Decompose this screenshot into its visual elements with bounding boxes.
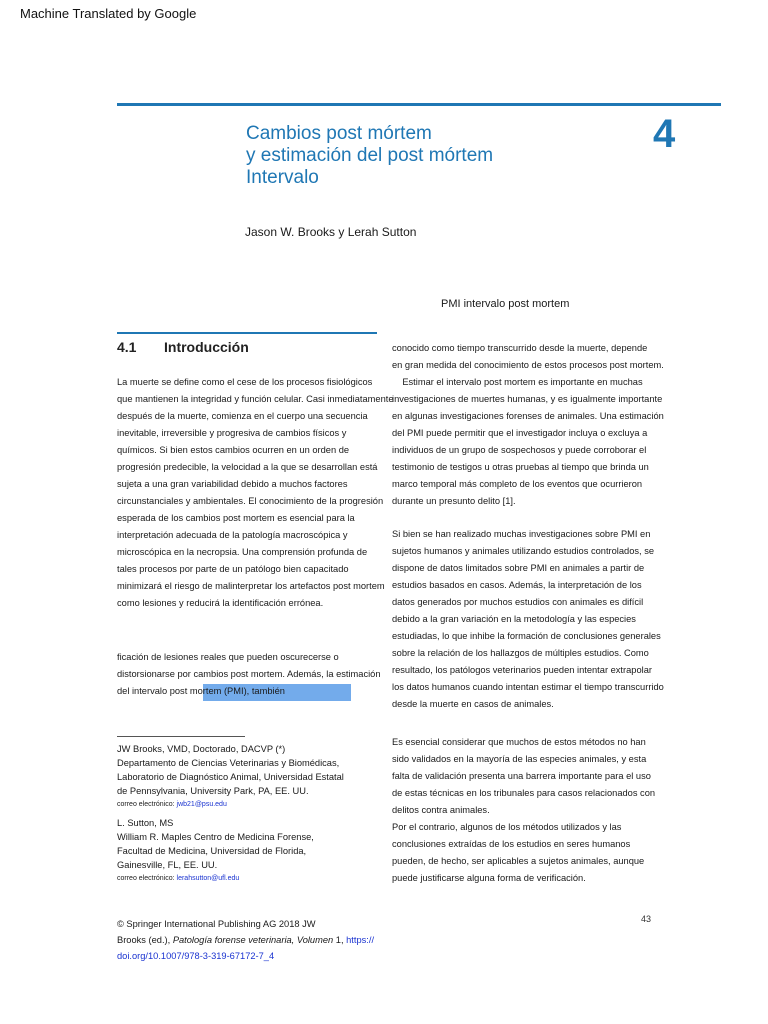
text-line: en algunas investigaciones forenses de animales. Una estimación (392, 411, 664, 421)
text-line: datos generados por muchos estudios con animales es difícil (392, 597, 644, 607)
text-line: La muerte se define como el cese de los procesos fisiológicos (117, 377, 373, 387)
copyright-line (117, 932, 374, 948)
footnote-line: William R. Maples Centro de Medicina Forense, (117, 832, 314, 842)
text-line: resultado, los patólogos veterinarios pueden intentar extrapolar (392, 665, 652, 675)
text-line: del PMI puede permitir que el investigador incluya o excluya a (392, 428, 648, 438)
text-line: Por el contrario, algunos de los métodos utilizados y las (392, 822, 622, 832)
text-line: sido validados en la mayoría de las especies animales, y esta (392, 754, 647, 764)
copyright-line: © Springer International Publishing AG 2018 JW (117, 919, 316, 929)
text-line: microscópica en la necropsia. Una comprensión profunda de (117, 547, 368, 557)
text-line: conclusiones extraídas de los estudios en seres humanos (392, 839, 631, 849)
left-column-para1 (117, 374, 394, 612)
footnote-brooks (117, 742, 344, 811)
right-column-para2 (392, 526, 664, 713)
text-line: estudiadas, lo que inhibe la formación de conclusiones generales (392, 631, 661, 641)
copyright-line (117, 948, 374, 964)
machine-translated-banner: Machine Translated by Google (20, 6, 197, 21)
chapter-top-rule (117, 103, 721, 106)
text-line: estudios basados en casos. Además, la interpretación de los (392, 580, 642, 590)
email-link[interactable]: jwb21@psu.edu (176, 801, 227, 808)
text-line: interpretación adecuada de la patología macroscópica y (117, 530, 348, 540)
text-line: conocido como tiempo transcurrido desde la muerte, depende (392, 343, 648, 353)
email-label: correo electrónico: (117, 875, 177, 882)
right-column-para1 (392, 340, 664, 510)
chapter-keywords: PMI intervalo post mortem (441, 298, 570, 310)
text-line: pueden, de hecho, ser aplicables a sujetos animales, aunque (392, 856, 645, 866)
text-line: debido a la gran variación en la metodología y las especies (392, 614, 636, 624)
text-line: circunstanciales y ambientales. El conocimiento de la progresión (117, 496, 384, 506)
text-line: sobre la relación de los hallazgos de múltiples estudios. Como (392, 648, 649, 658)
chapter-authors: Jason W. Brooks y Lerah Sutton (245, 225, 417, 239)
text-line: los datos humanos cuando intentan estimar el tiempo transcurrido (392, 682, 664, 692)
text-line: testimonio de testigos u otras pruebas al tiempo que brinda un (392, 462, 649, 472)
email-link[interactable]: lerahsutton@ufl.edu (176, 875, 240, 882)
section-title: Introducción (164, 339, 249, 355)
text-line: Es esencial considerar que muchos de estos métodos no han (392, 737, 646, 747)
section-number: 4.1 (117, 339, 137, 355)
text-line: minimizará el riesgo de malinterpretar los artefactos post mortem (117, 581, 385, 591)
footnote-email-row (117, 872, 314, 885)
text-line: esperada de los cambios post mortem es esencial para la (117, 513, 355, 523)
text-line: delitos contra animales. (392, 805, 490, 815)
text-line: ficación de lesiones reales que pueden oscurecerse o (117, 652, 339, 662)
text-line: sujeta a una gran variabilidad debido a muchos factores (117, 479, 348, 489)
chapter-number: 4 (653, 112, 676, 156)
footnote-line: Departamento de Ciencias Veterinarias y Biomédicas, (117, 758, 340, 768)
section-rule (117, 332, 377, 334)
text-line: de estas técnicas en los tribunales para casos relacionados con (392, 788, 656, 798)
volume-number: 1, (333, 935, 347, 945)
chapter-title (246, 123, 626, 189)
text-line: marco temporal más completo de los eventos que ocurrieron (392, 479, 643, 489)
book-title: Patología forense veterinaria, Volumen (172, 935, 334, 945)
text-line: falta de validación presenta una barrera importante para el uso (392, 771, 651, 781)
text-line: investigaciones de muertes humanas, y es igualmente importante (392, 394, 663, 404)
text-line: durante un presunto delito [1]. (392, 496, 516, 506)
text-line: después de la muerte, comienza en el cuerpo una secuencia (117, 411, 368, 421)
left-column-para2 (117, 649, 381, 700)
footnote-line: de Pennsylvania, University Park, PA, EE. UU. (117, 786, 309, 796)
text-line: desde la muerte en casos de animales. (392, 699, 554, 709)
text-line: Estimar el intervalo post mortem es importante en muchas (392, 377, 643, 387)
text-line: tales procesos por parte de un patólogo bien capacitado (117, 564, 349, 574)
email-label: correo electrónico: (117, 801, 177, 808)
text-line: inevitable, irreversible y progresiva de cambios físicos y (117, 428, 347, 438)
page-number: 43 (641, 914, 652, 924)
text-line: del intervalo post mortem (PMI), también (117, 686, 285, 696)
footnote-email-row (117, 798, 344, 811)
chapter-title-line: Intervalo (246, 167, 319, 188)
footnote-line: Facultad de Medicina, Universidad de Florida, (117, 846, 307, 856)
text-line: como lesiones y reducirá la identificación errónea. (117, 598, 324, 608)
text-line: individuos de un grupo de sospechosos y puede corroborar el (392, 445, 647, 455)
right-column-para3 (392, 734, 655, 887)
doi-link-start[interactable]: https:// (346, 935, 375, 945)
footnote-line: Gainesville, FL, EE. UU. (117, 860, 218, 870)
text-line: distorsionarse por cambios post mortem. Además, la estimación (117, 669, 381, 679)
text-line: Si bien se han realizado muchas investigaciones sobre PMI en (392, 529, 651, 539)
chapter-title-line: y estimación del post mórtem (246, 145, 494, 166)
text-line: en gran medida del conocimiento de estos procesos post mortem. (392, 360, 664, 370)
text-line: que mantienen la integridad y función celular. Casi inmediatamente (117, 394, 394, 404)
doi-link[interactable]: doi.org/10.1007/978-3-319-67172-7_4 (117, 951, 275, 961)
footnote-line: L. Sutton, MS (117, 818, 174, 828)
copyright-block (117, 916, 374, 964)
text-line: dispone de datos limitados sobre PMI en animales a partir de (392, 563, 645, 573)
footnote-line: Laboratorio de Diagnóstico Animal, Universidad Estatal (117, 772, 344, 782)
footnote-sutton (117, 816, 314, 885)
citation-editor: Brooks (ed.), (117, 935, 173, 945)
footnote-line: JW Brooks, VMD, Doctorado, DACVP (*) (117, 744, 286, 754)
footnote-rule (117, 736, 245, 737)
text-line: puede justificarse alguna forma de verificación. (392, 873, 586, 883)
text-line: químicos. Si bien estos cambios ocurren en un orden de (117, 445, 350, 455)
chapter-title-line: Cambios post mórtem (246, 123, 432, 144)
text-line: sujetos humanos y animales utilizando estudios controlados, se (392, 546, 655, 556)
section-heading (117, 339, 249, 355)
text-line: progresión predecible, la velocidad a la que se desarrollan está (117, 462, 378, 472)
